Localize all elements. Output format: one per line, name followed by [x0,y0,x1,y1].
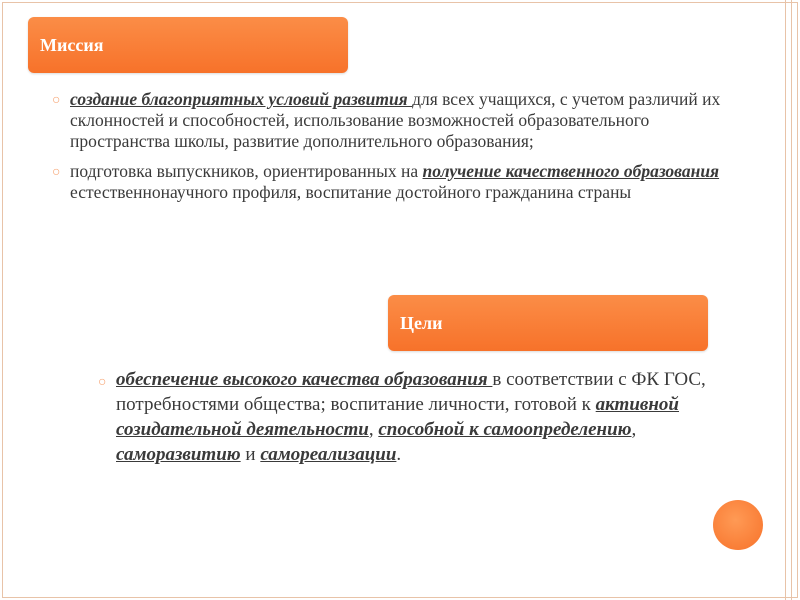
goals-emphasis-self-development: саморазвитию [116,444,241,465]
bullet-icon: ○ [52,93,61,108]
goals-heading: Цели [400,312,443,333]
goals-item [98,367,756,467]
bullet-icon: ○ [52,165,61,180]
mission-item-emphasis: создание благоприятных условий развития [70,89,413,109]
slide-right-border-line [791,0,792,600]
mission-heading-box [28,17,348,73]
goals-separator: , [631,419,637,440]
goals-emphasis-activity: активной созидательной деятельности [116,394,680,440]
decorative-circle [713,500,763,550]
slide-right-border [785,0,800,600]
goals-text: в соответствии с ФК ГОС, потребностями общества; воспитание личности, готовой к [116,369,706,415]
mission-item-text-after: естественнонаучного профиля, воспитание достойного гражданина страны [70,182,632,202]
goals-list [98,367,756,467]
goals-emphasis-self-determination: способной к самоопределению [378,419,632,440]
bullet-icon: ○ [98,375,107,390]
mission-item [52,89,750,152]
mission-item [52,161,750,203]
mission-list [52,89,750,212]
mission-heading: Миссия [40,34,104,55]
goals-emphasis-self-realization: самореализации [260,444,397,465]
goals-heading-box [388,295,708,351]
goals-separator: , [368,419,379,440]
goals-emphasis-quality: обеспечение высокого качества образования [116,369,493,390]
goals-end: . [396,444,402,465]
mission-item-emphasis: получение качественного образования [422,161,720,181]
mission-item-text-before: подготовка выпускников, ориентированных на [70,161,423,181]
goals-separator: и [240,444,261,465]
mission-item-text: для всех учащихся, с учетом различий их склонностей и способностей, использование возможностей образовательного пространства школы, развитие дополнительного образования; [70,89,721,151]
